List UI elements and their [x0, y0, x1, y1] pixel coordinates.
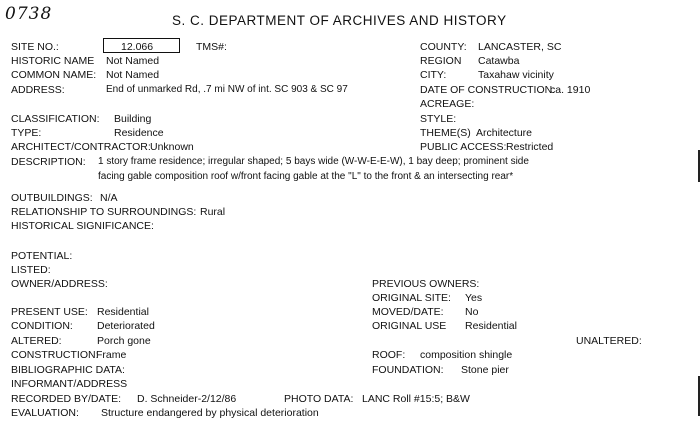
- relationship-value: Rural: [200, 206, 226, 218]
- date-of-construction-label: DATE OF CONSTRUCTION:: [420, 84, 556, 96]
- moved-date-value: No: [465, 306, 479, 318]
- original-site-label: ORIGINAL SITE:: [372, 292, 451, 304]
- roof-label: ROOF:: [372, 349, 406, 361]
- outbuildings-label: OUTBUILDINGS:: [11, 192, 93, 204]
- architect-value: Unknown: [150, 141, 194, 153]
- owner-address-label: OWNER/ADDRESS:: [11, 278, 108, 290]
- condition-label: CONDITION:: [11, 320, 73, 332]
- architect-label: ARCHITECT/CONTRACTOR:: [11, 141, 151, 153]
- public-access-value: Restricted: [506, 141, 554, 153]
- previous-owners-label: PREVIOUS OWNERS:: [372, 278, 480, 290]
- description-line-1: 1 story frame residence; irregular shaped; 5 bays wide (W-W-E-E-W), 1 bay deep; prominent side: [98, 156, 529, 167]
- altered-value: Porch gone: [97, 335, 151, 347]
- present-use-label: PRESENT USE:: [11, 306, 88, 318]
- type-value: Residence: [114, 127, 164, 139]
- photo-data-value: LANC Roll #15:5; B&W: [362, 393, 470, 405]
- county-label: COUNTY:: [420, 41, 467, 53]
- foundation-label: FOUNDATION:: [372, 364, 444, 376]
- original-use-label: ORIGINAL USE: [372, 320, 447, 332]
- original-use-value: Residential: [465, 320, 517, 332]
- present-use-value: Residential: [97, 306, 149, 318]
- card-number: 0738: [5, 4, 53, 24]
- classification-label: CLASSIFICATION:: [11, 113, 100, 125]
- public-access-label: PUBLIC ACCESS:: [420, 141, 507, 153]
- evaluation-label: EVALUATION:: [11, 407, 79, 419]
- city-value: Taxahaw vicinity: [478, 69, 554, 81]
- acreage-label: ACREAGE:: [420, 98, 475, 110]
- original-site-value: Yes: [465, 292, 483, 304]
- informant-label: INFORMANT/ADDRESS: [11, 378, 128, 390]
- listed-label: LISTED:: [11, 264, 51, 276]
- historical-significance-label: HISTORICAL SIGNIFICANCE:: [11, 220, 154, 232]
- date-of-construction-value: ca. 1910: [550, 84, 591, 96]
- themes-value: Architecture: [476, 127, 533, 139]
- moved-date-label: MOVED/DATE:: [372, 306, 444, 318]
- card-title: S. C. DEPARTMENT OF ARCHIVES AND HISTORY: [172, 13, 507, 28]
- roof-value: composition shingle: [420, 349, 513, 361]
- recorded-by-label: RECORDED BY/DATE:: [11, 393, 122, 405]
- themes-label: THEME(S): [420, 127, 471, 139]
- site-no-value: 12.066: [121, 41, 154, 53]
- unaltered-label: UNALTERED:: [576, 335, 642, 347]
- foundation-value: Stone pier: [461, 364, 509, 376]
- site-no-label: SITE NO.:: [11, 41, 59, 53]
- potential-label: POTENTIAL:: [11, 250, 73, 262]
- altered-label: ALTERED:: [11, 335, 62, 347]
- outbuildings-value: N/A: [100, 192, 118, 204]
- type-label: TYPE:: [11, 127, 42, 139]
- description-line-2: facing gable composition roof w/front facing gable at the "L" to the front & an intersecting rear*: [98, 171, 514, 182]
- relationship-label: RELATIONSHIP TO SURROUNDINGS:: [11, 206, 197, 218]
- historic-name-value: Not Named: [106, 55, 160, 67]
- city-label: CITY:: [420, 69, 447, 81]
- region-label: REGION: [420, 55, 462, 67]
- region-value: Catawba: [478, 55, 520, 67]
- county-value: LANCASTER, SC: [478, 41, 562, 53]
- style-label: STYLE:: [420, 113, 457, 125]
- recorded-by-value: D. Schneider-2/12/86: [137, 393, 237, 405]
- common-name-value: Not Named: [106, 69, 160, 81]
- construction-value: Frame: [96, 349, 127, 361]
- description-label: DESCRIPTION:: [11, 156, 86, 168]
- common-name-label: COMMON NAME:: [11, 69, 97, 81]
- condition-value: Deteriorated: [97, 320, 155, 332]
- historic-name-label: HISTORIC NAME: [11, 55, 95, 67]
- address-label: ADDRESS:: [11, 84, 65, 96]
- construction-label: CONSTRUCTION:: [11, 349, 99, 361]
- bibliographic-label: BIBLIOGRAPHIC DATA:: [11, 364, 125, 376]
- address-value: End of unmarked Rd, .7 mi NW of int. SC 903 & SC 97: [106, 84, 348, 95]
- evaluation-value: Structure endangered by physical deterioration: [101, 407, 319, 419]
- photo-data-label: PHOTO DATA:: [284, 393, 354, 405]
- tms-label: TMS#:: [196, 41, 227, 53]
- classification-value: Building: [114, 113, 152, 125]
